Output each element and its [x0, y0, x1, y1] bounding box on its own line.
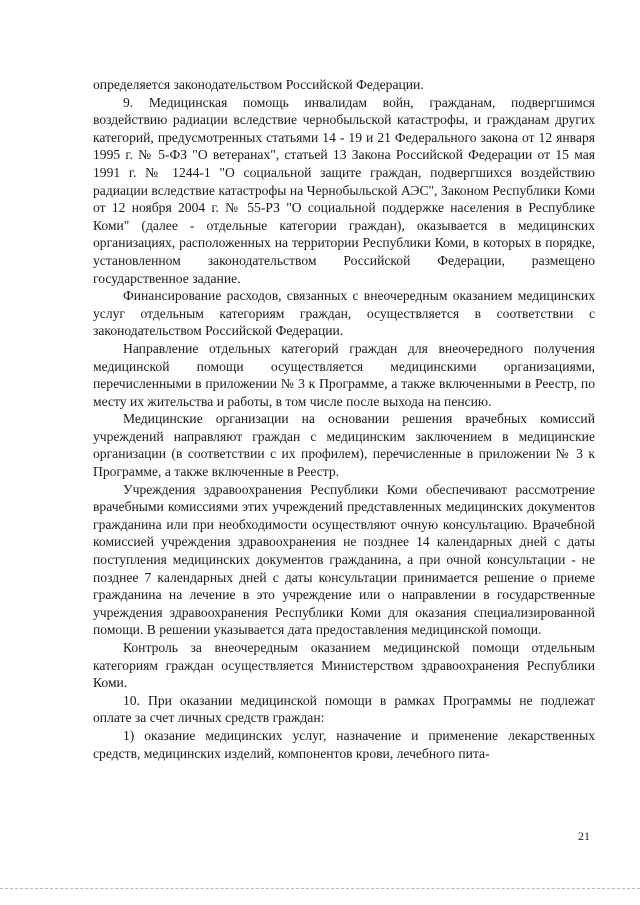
scan-edge-divider [0, 888, 640, 889]
paragraph-2: 9. Медицинская помощь инвалидам войн, гражданам, подвергшимся воздействию радиации вследствие чернобыльской катастрофы, и гражданам других категорий, предусмотренных статьями 14 - 19 и 21 Федерального закона от 12 января 1995 г. № 5-ФЗ "О ветеранах", статьей 13 Закона Российской Федерации от 15 мая 1991 г. № 1244-1 "О социальной защите граждан, подвергшихся воздействию радиации вследствие катастрофы на Чернобыльской АЭС", Законом Республики Коми от 12 ноября 2004 г. № 55-РЗ "О социальной поддержке населения в Республике Коми" (далее - отдельные категории граждан), оказывается в медицинских организациях, расположенных на территории Республики Коми, в которых в порядке, установленном законодательством Российской Федерации, размещено государственное задание. [93, 94, 595, 286]
paragraph-5: Медицинские организации на основании решения врачебных комиссий учреждений направляют граждан с медицинским заключением в медицинские организации (в соответствии с их профилем), перечисленные в приложении № 3 к Программе, а также включенные в Реестр. [93, 411, 595, 480]
paragraph-3: Финансирование расходов, связанных с внеочередным оказанием медицинских услуг отдельным категориям граждан, осуществляется в соответствии с законодательством Российской Федерации. [93, 288, 595, 339]
document-body [93, 76, 595, 762]
paragraph-8: 10. При оказании медицинской помощи в рамках Программы не подлежат оплате за счет личных средств граждан: [93, 692, 595, 726]
paragraph-9: 1) оказание медицинских услуг, назначение и применение лекарственных средств, медицинских изделий, компонентов крови, лечебного пита- [93, 727, 595, 761]
paragraph-1: определяется законодательством Российской Федерации. [93, 77, 424, 92]
paragraph-4: Направление отдельных категорий граждан для внеочередного получения медицинской помощи осуществляется медицинскими организациями, перечисленными в приложении № 3 к Программе, а также включенными в Реестр, по месту их жительства и работы, в том числе после выхода на пенсию. [93, 340, 595, 409]
paragraph-6: Учреждения здравоохранения Республики Коми обеспечивают рассмотрение врачебными комиссиями этих учреждений представленных медицинских документов гражданина или при необходимости осуществляют очную консультацию. Врачебной комиссией учреждения здравоохранения не позднее 14 календарных дней с даты поступления медицинских документов гражданина, а при очной консультации - не позднее 7 календарных дней с даты консультации принимается решение о приеме гражданина на лечение в это учреждение или о направлении в государственные учреждения здравоохранения Республики Коми для оказания специализированной помощи. В решении указывается дата предоставления медицинской помощи. [93, 481, 595, 638]
paragraph-7: Контроль за внеочередным оказанием медицинской помощи отдельным категориям граждан осуществляется Министерством здравоохранения Республики Коми. [93, 640, 595, 691]
page-number: 21 [578, 829, 590, 843]
